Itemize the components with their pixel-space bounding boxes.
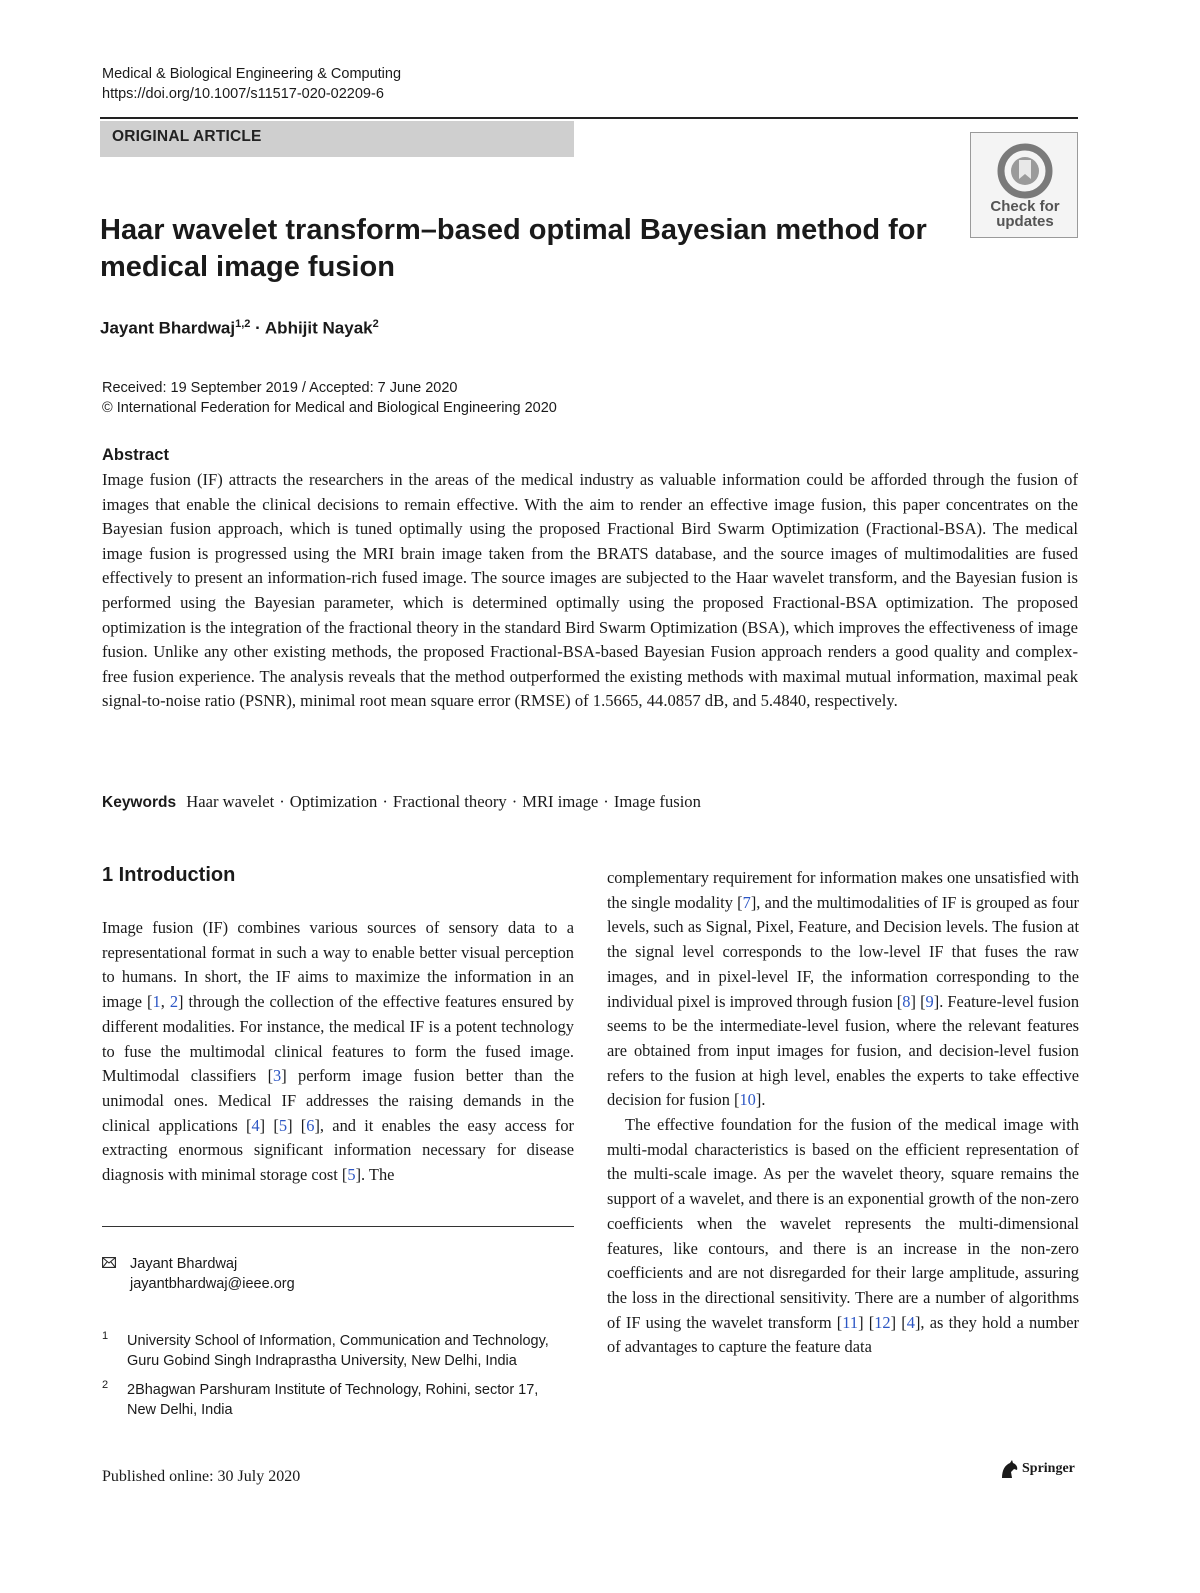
paragraph: complementary requirement for information makes one unsatisfied with the single modality [7], and the multimodalities of IF is grouped as four levels, such as Signal, Pixel, Feature, and Decision levels. The fusion at the signal level corresponds to the low-level IF that fuses the raw images, and in pixel-level IF, the information corresponding to the individual pixel is improved through fusion [8] [9]. Feature-level fusion seems to be the intermediate-level fusion, where the relevant features are obtained from input images for fusion, and decision-level fusion refers to the fusion at high level, enables the experts to take effective decision for fusion [10]. — [607, 868, 1080, 1110]
citation-link[interactable]: 3 — [273, 1066, 282, 1086]
keywords — [102, 790, 701, 815]
check-for-updates-badge[interactable] — [970, 132, 1078, 238]
contact-name: Jayant Bhardwaj — [130, 1256, 238, 1272]
author-affiliation-ref: 1,2 — [235, 318, 251, 330]
check-updates-icon — [997, 143, 1053, 199]
abstract-heading: Abstract — [102, 446, 169, 464]
section-heading-introduction: 1 Introduction — [102, 864, 236, 886]
keyword: Haar wavelet — [186, 792, 275, 811]
citation-link[interactable]: 4 — [251, 1115, 260, 1135]
publisher-logo — [998, 1458, 1075, 1485]
keyword-separator: · — [279, 792, 285, 811]
citation-link[interactable]: 5 — [278, 1115, 288, 1135]
copyright: © International Federation for Medical and Biological Engineering 2020 — [102, 400, 557, 416]
citation-link[interactable]: 9 — [925, 991, 934, 1011]
keywords-label: Keywords — [102, 794, 177, 811]
contact-email[interactable]: jayantbhardwaj@ieee.org — [130, 1276, 295, 1292]
citation-link[interactable]: 2 — [169, 992, 179, 1012]
keyword: MRI image — [522, 792, 599, 811]
author-name[interactable]: Jayant Bhardwaj — [100, 318, 236, 338]
keyword: Image fusion — [613, 792, 701, 811]
doi-link[interactable]: https://doi.org/10.1007/s11517-020-02209-6 — [102, 86, 384, 102]
journal-header — [102, 64, 401, 104]
author-name[interactable]: Abhijit Nayak — [264, 318, 373, 338]
citation-link[interactable]: 5 — [347, 1165, 356, 1185]
footnote-rule — [102, 1226, 574, 1227]
author-affiliation-ref: 2 — [372, 318, 379, 330]
article-type-bar — [100, 121, 574, 157]
introduction-left-column: Image fusion (IF) combines various sources of sensory data to a representational format in such a way to enable better visual perception to humans. In short, the IF aims to maximize the information in an image [1, 2] through the collection of the effective features ensured by different modalities. For instance, the medical IF is a potent technology to fuse the multimodal clinical features to form the fused image. Multimodal classifiers [3] perform image fusion better than the unimodal ones. Medical IF addresses the raising demands in the clinical applications [4] [5] [6], and it enables the easy access for extracting enormous significant information necessary for disease diagnosis with minimal storage cost [5]. The — [102, 918, 575, 1185]
author-list — [100, 318, 379, 339]
affiliation-number: 2 — [102, 1379, 109, 1391]
springer-horse-icon — [998, 1458, 1020, 1480]
citation-link[interactable]: 12 — [874, 1312, 891, 1332]
received-accepted: Received: 19 September 2019 / Accepted: 7 June 2020 — [102, 380, 458, 396]
journal-name: Medical & Biological Engineering & Computing — [102, 66, 402, 82]
keyword-separator: · — [511, 792, 518, 811]
citation-link[interactable]: 8 — [902, 991, 911, 1011]
affiliation-number: 1 — [102, 1330, 109, 1342]
keyword: Optimization — [289, 792, 378, 811]
citation-link[interactable]: 11 — [842, 1312, 859, 1332]
envelope-icon — [102, 1257, 116, 1268]
paragraph: The effective foundation for the fusion of the medical image with multi-modal characteristics is based on the efficient representation of the multi-scale image. As per the wavelet theory, square remains the support of a wavelet, and there is an exponential growth of the non-zero coefficients when the wavelet represents the multi-dimensional features, like contours, and there is an increase in the non-zero coefficients and are not disregarded for their large amplitude, assuring the loss in the directional sensitivity. There are a number of algorithms of IF using the wavelet transform [11] [12] [4], as they hold a number of advantages to capture the feature data — [607, 1115, 1080, 1357]
keyword-separator: · — [603, 792, 609, 811]
introduction-right-column — [607, 866, 1079, 1360]
citation-link[interactable]: 10 — [739, 1090, 756, 1110]
publisher-name: Springer — [1022, 1461, 1075, 1476]
citation-link[interactable]: 4 — [906, 1312, 915, 1332]
citation-link[interactable]: 1 — [152, 992, 161, 1012]
citation-link[interactable]: 7 — [742, 892, 751, 912]
citation-link[interactable]: 6 — [306, 1115, 315, 1135]
check-updates-label: Check for updates — [990, 198, 1060, 230]
keyword: Fractional theory — [392, 792, 507, 811]
author-separator: · — [255, 318, 261, 338]
abstract-text: Image fusion (IF) attracts the researchers in the areas of the medical industry as valuable information could be afforded through the fusion of images that enable the clinical decisions to remain effective. With the aim to render an effective image fusion, this paper concentrates on the Bayesian fusion approach, which is tuned optimally using the proposed Fractional Bird Swarm Optimization (Fractional-BSA). The medical image fusion is progressed using the MRI brain image taken from the BRATS database, and the source images of multimodalities are fused effectively to present an information-rich fused image. The source images are subjected to the Haar wavelet transform, and the Bayesian fusion is performed using the Bayesian parameter, which is determined optimally using the proposed Fractional-BSA optimization. The proposed optimization is the integration of the fractional theory in the standard Bird Swarm Optimization (BSA), which improves the effectiveness of image fusion. Unlike any other existing methods, the proposed Fractional-BSA-based Bayesian Fusion approach renders a good quality and complex-free fusion experience. The analysis reveals that the method outperformed the existing methods with maximal mutual information, maximal peak signal-to-noise ratio (PSNR), minimal root mean square error (RMSE) of 1.5665, 44.0857 dB, and 5.4840, respectively. — [102, 470, 1078, 711]
published-online: Published online: 30 July 2020 — [102, 1468, 301, 1485]
keyword-separator: · — [382, 792, 388, 811]
article-type: ORIGINAL ARTICLE — [112, 128, 262, 145]
article-dates — [102, 378, 557, 418]
header-rule — [100, 117, 1078, 119]
paper-title: Haar wavelet transform–based optimal Bayesian method for medical image fusion — [100, 214, 927, 283]
